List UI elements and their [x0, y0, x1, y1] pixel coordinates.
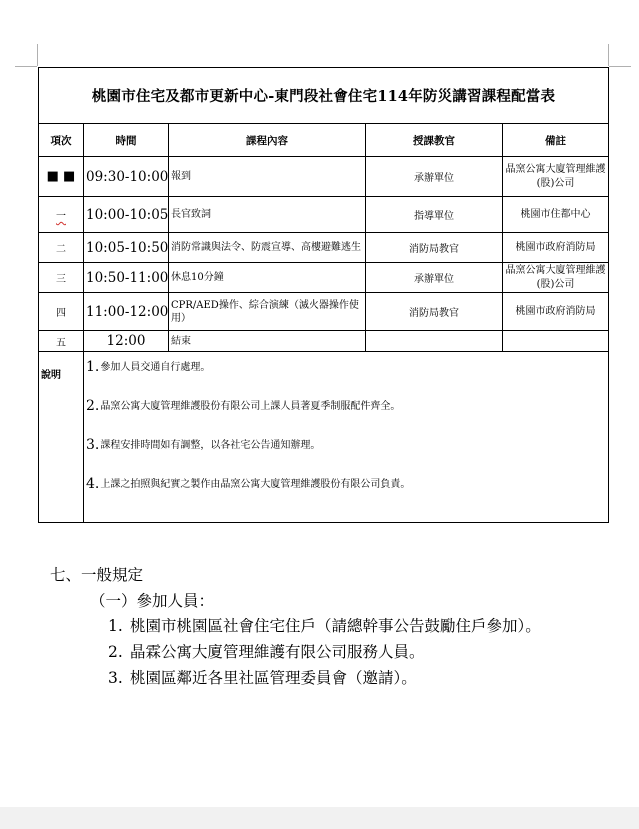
row-lecturer: 消防局教官	[366, 293, 503, 331]
list-item	[108, 613, 550, 639]
note-item	[86, 438, 604, 477]
note-text: 課程安排時間如有調整，以各社宅公告通知辦理。	[100, 440, 321, 451]
row-time: 10:50-11:00	[84, 263, 169, 293]
row-content: 報到	[169, 157, 366, 197]
header-note: 備註	[503, 124, 609, 157]
row-content: 長官致詞	[169, 197, 366, 233]
row-content: 消防常識與法令、防震宣導、高樓避難逃生	[169, 233, 366, 263]
table-row	[39, 233, 609, 263]
notes-row	[39, 352, 609, 523]
bottom-gutter	[0, 807, 639, 829]
row-time: 09:30-10:00	[84, 157, 169, 197]
row-content: 休息10分鐘	[169, 263, 366, 293]
schedule-table	[38, 67, 609, 523]
list-item	[108, 639, 550, 665]
row-time: 12:00	[84, 331, 169, 352]
notes-cell	[84, 352, 609, 523]
table-title	[39, 68, 609, 124]
note-number: 2.	[86, 398, 100, 414]
row-note	[503, 331, 609, 352]
row-lecturer: 承辦單位	[366, 263, 503, 293]
notes-label: 說明	[39, 352, 84, 523]
list-item-number: 3.	[108, 669, 123, 687]
list-item-text: 桃園區鄰近各里社區管理委員會（邀請）。	[130, 669, 417, 687]
row-lecturer	[366, 331, 503, 352]
row-no: 三	[39, 263, 84, 293]
row-no: ■ ■	[39, 157, 84, 197]
row-note: 晶窯公寓大廈管理維護(股)公司	[503, 157, 609, 197]
row-note: 桃園市住都中心	[503, 197, 609, 233]
row-time: 10:05-10:50	[84, 233, 169, 263]
row-no: 五	[39, 331, 84, 352]
list-item-text: 晶霖公寓大廈管理維護有限公司服務人員。	[130, 643, 425, 661]
note-number: 4.	[86, 476, 100, 492]
note-text: 晶窯公寓大廈管理維護股份有限公司上課人員著夏季制服配件齊全。	[100, 401, 401, 412]
note-text: 上課之拍照與紀實之製作由晶窯公寓大廈管理維護股份有限公司負責。	[100, 479, 411, 490]
list-item-number: 2.	[108, 643, 123, 661]
list-item-number: 1.	[108, 617, 123, 635]
note-item	[86, 360, 604, 399]
note-text: 參加人員交通自行處理。	[100, 362, 211, 373]
table-title-text: 桃園市住宅及都市更新中心-東門段社會住宅114年防災講習課程配當表	[91, 88, 556, 105]
note-number: 3.	[86, 437, 100, 453]
row-lecturer: 消防局教官	[366, 233, 503, 263]
note-number: 1.	[86, 359, 100, 375]
list-item-text: 桃園市桃園區社會住宅住戶（請總幹事公告鼓勵住戶參加）。	[130, 617, 541, 635]
section-subheading: （一）參加人員：	[90, 592, 215, 610]
table-header-row	[39, 124, 609, 157]
corner-mark-right-h	[609, 66, 631, 67]
list-item	[108, 665, 550, 691]
row-no	[39, 197, 84, 233]
table-row	[39, 263, 609, 293]
row-note: 晶窯公寓大廈管理維護(股)公司	[503, 263, 609, 293]
section-heading: 七、一般規定	[50, 566, 144, 584]
row-lecturer: 指導單位	[366, 197, 503, 233]
header-lecturer: 授課教官	[366, 124, 503, 157]
header-content: 課程內容	[169, 124, 366, 157]
row-no: 二	[39, 233, 84, 263]
row-lecturer: 承辦單位	[366, 157, 503, 197]
row-no-text: 一	[56, 211, 66, 222]
header-time: 時間	[84, 124, 169, 157]
header-no: 項次	[39, 124, 84, 157]
table-row	[39, 157, 609, 197]
table-row	[39, 331, 609, 352]
note-item	[86, 477, 604, 516]
note-item	[86, 399, 604, 438]
row-content: CPR/AED操作、綜合演練（滅火器操作使用）	[169, 293, 366, 331]
corner-mark-left	[37, 44, 38, 66]
row-note: 桃園市政府消防局	[503, 293, 609, 331]
row-content: 結束	[169, 331, 366, 352]
corner-mark-left-h	[15, 66, 37, 67]
row-time: 10:00-10:05	[84, 197, 169, 233]
corner-mark-right	[608, 44, 609, 66]
general-rules-section	[50, 563, 550, 691]
row-note: 桃園市政府消防局	[503, 233, 609, 263]
row-no: 四	[39, 293, 84, 331]
table-row	[39, 197, 609, 233]
row-time: 11:00-12:00	[84, 293, 169, 331]
table-row	[39, 293, 609, 331]
